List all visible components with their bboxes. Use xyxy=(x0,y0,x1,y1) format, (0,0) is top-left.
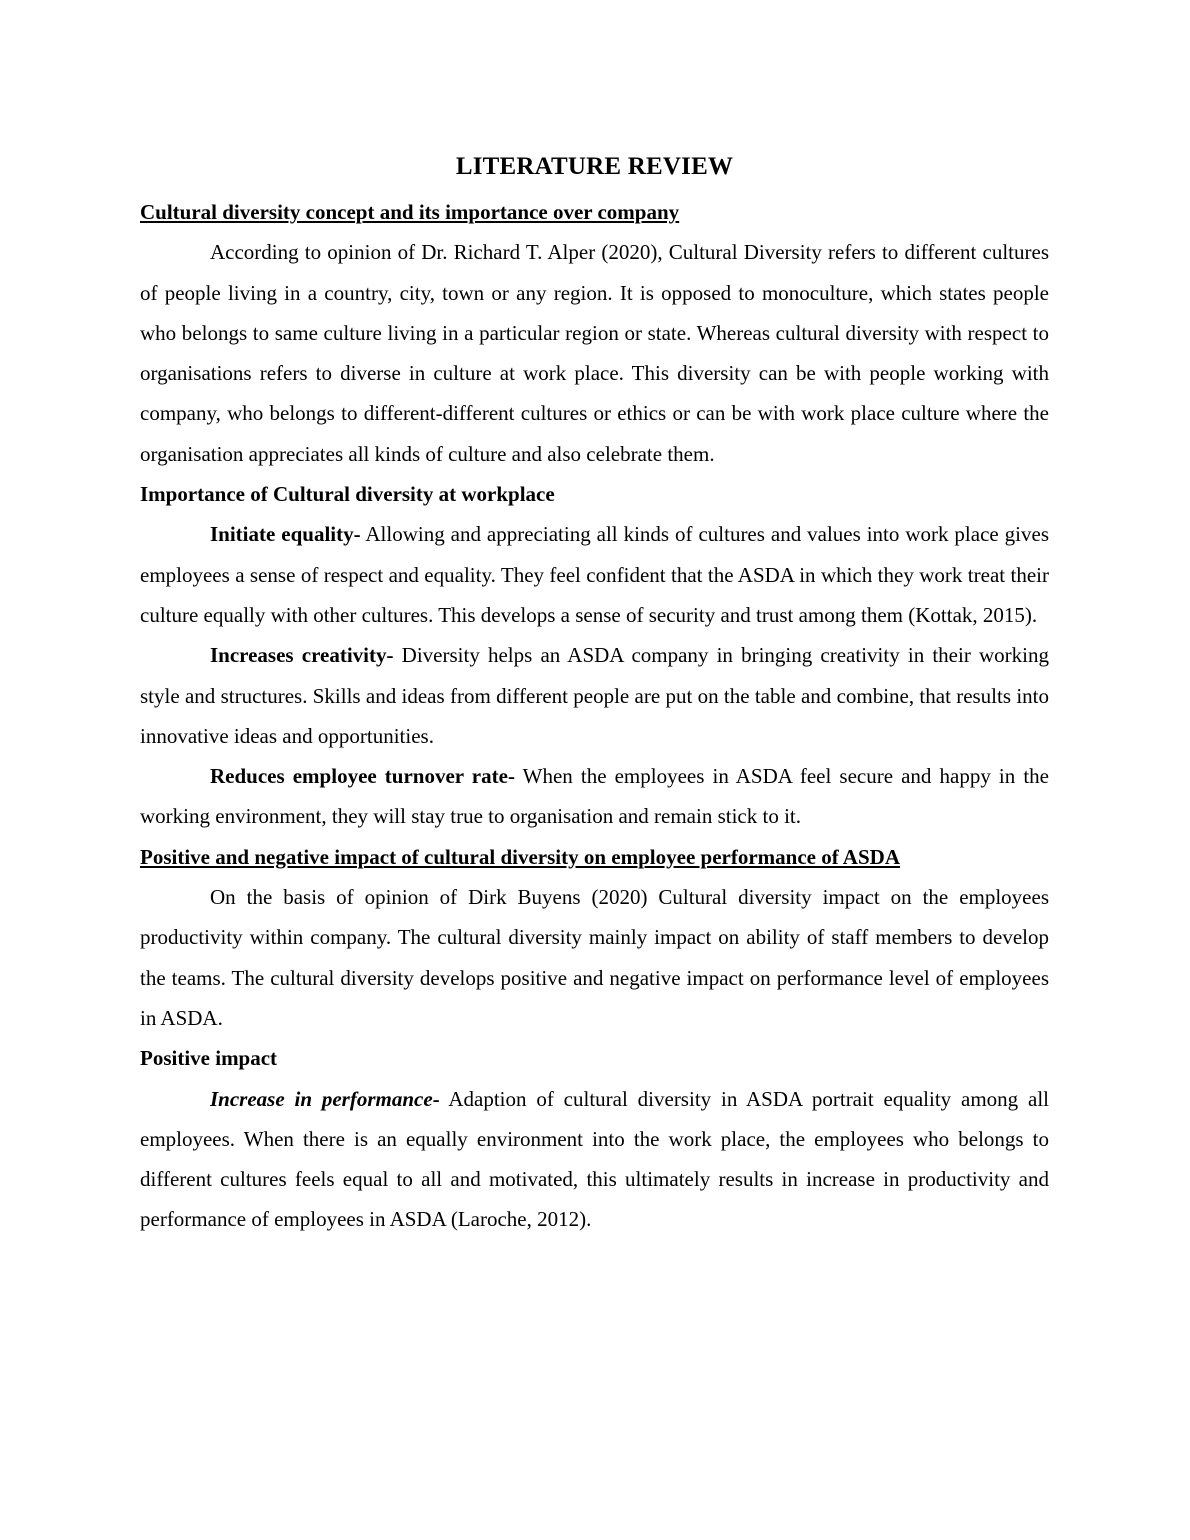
section-heading-positive-impact: Positive impact xyxy=(140,1046,278,1071)
page-title: LITERATURE REVIEW xyxy=(455,153,734,180)
paragraph-reduces-turnover xyxy=(140,756,1049,837)
paragraph-body: When the employees in ASDA feel secure and happy in the working environment, they will stay true to organisation and remain stick to it. xyxy=(140,764,1049,829)
section-heading-text: Cultural diversity concept and its importance over company xyxy=(140,200,680,224)
paragraph-body: Adaption of cultural diversity in ASDA portrait equality among all employees. When there is an equally environment into the work place, the employees who belongs to different cultures feels equal to all and motivated, this ultimately results in increase in productivity and performance of employees in ASDA (Laroche, 2012). xyxy=(140,1086,1049,1232)
section-heading-cultural-diversity xyxy=(140,192,1049,232)
lead-term: Reduces employee turnover rate- xyxy=(210,764,515,789)
paragraph-impact-basis: On the basis of opinion of Dirk Buyens (2020) Cultural diversity impact on the employees productivity within company. The cultural diversity mainly impact on ability of staff members to develop the teams. The cultural diversity develops positive and negative impact on performance level of employees in ASDA. xyxy=(140,885,1049,1030)
paragraph-definition: According to opinion of Dr. Richard T. Alper (2020), Cultural Diversity refers to different cultures of people living in a country, city, town or any region. It is opposed to monoculture, which states people who belongs to same culture living in a particular region or state. Whereas cultural diversity with respect to organisations refers to diverse in culture at work place. This diversity can be with people working with company, who belongs to different-different cultures or ethics or can be with work place culture where the organisation appreciates all kinds of culture and also celebrate them. xyxy=(140,240,1049,466)
lead-dash: - xyxy=(432,1086,440,1111)
section-heading-importance: Importance of Cultural diversity at workplace xyxy=(140,482,555,507)
paragraph-increase-performance xyxy=(140,1079,1049,1240)
paragraph-increases-creativity xyxy=(140,635,1049,756)
lead-term: Increases creativity- xyxy=(210,643,394,668)
paragraph-initiate-equality xyxy=(140,514,1049,635)
section-heading-text: Positive and negative impact of cultural diversity on employee performance of ASDA xyxy=(140,844,900,869)
paragraph-body: Allowing and appreciating all kinds of cultures and values into work place gives employees a sense of respect and equality. They feel confident that the ASDA in which they work treat their culture equally with other cultures. This develops a sense of security and trust among them (Kottak, 2015). xyxy=(140,522,1049,627)
section-heading-impact xyxy=(140,837,1049,877)
document-page xyxy=(140,150,1049,1240)
lead-term-italic: Increase in performance xyxy=(210,1086,433,1111)
lead-term: Initiate equality- xyxy=(210,522,361,547)
paragraph-body: Diversity helps an ASDA company in bringing creativity in their working style and structures. Skills and ideas from different people are put on the table and combine, that results into innovative ideas and opportunities. xyxy=(140,643,1049,748)
